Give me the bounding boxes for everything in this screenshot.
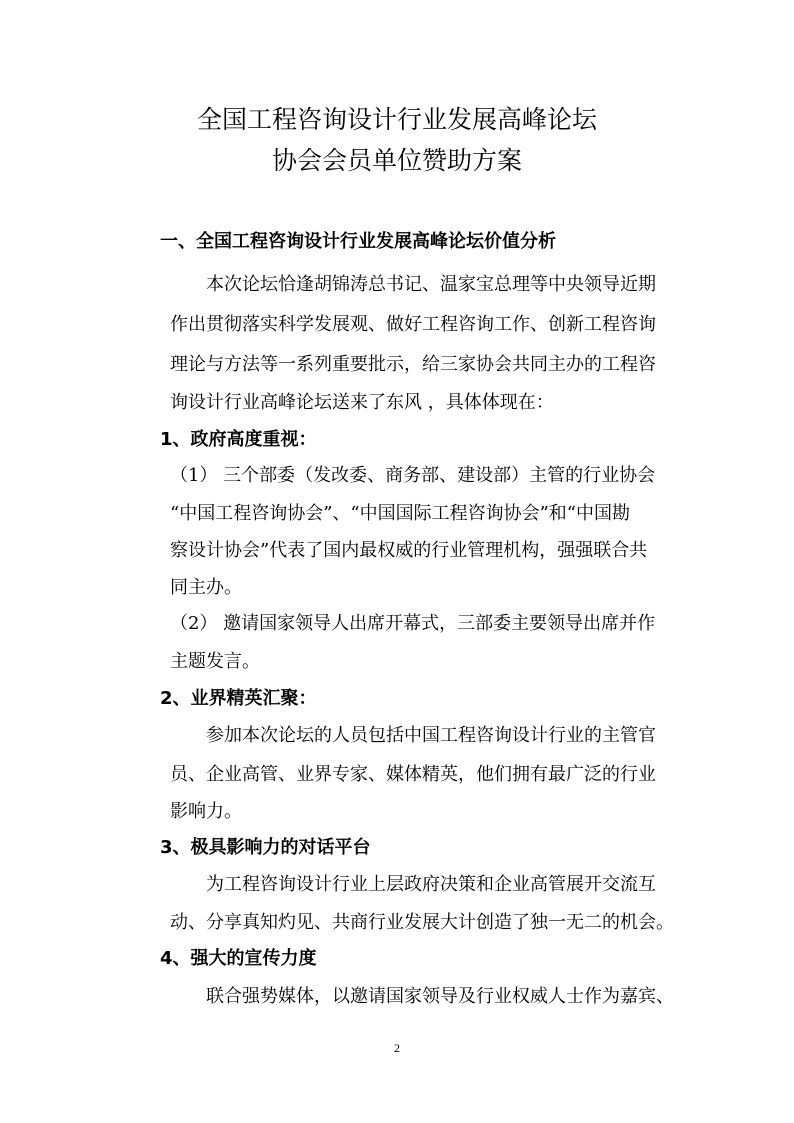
point1-item2-line: 主题发言。 bbox=[170, 651, 260, 672]
point1-item1-line: 察设计协会”代表了国内最权威的行业管理机构，强强联合共 bbox=[170, 540, 648, 561]
point2-body-line: 员、企业高管、业界专家、媒体精英，他们拥有最广泛的行业 bbox=[170, 764, 656, 785]
point2-heading: 2、业界精英汇聚： bbox=[160, 688, 317, 709]
point1-item1-line: 同主办。 bbox=[170, 577, 242, 598]
section1-intro-line: 本次论坛恰逢胡锦涛总书记、温家宝总理等中央领导近期 bbox=[206, 274, 656, 295]
point1-item2-line: （2） 邀请国家领导人出席开幕式，三部委主要领导出席并作 bbox=[170, 613, 656, 634]
point1-item1-line: （1） 三个部委（发改委、商务部、建设部）主管的行业协会 bbox=[170, 465, 656, 486]
section1-intro-line: 理论与方法等一系列重要批示，给三家协会共同主办的工程咨 bbox=[170, 354, 656, 375]
doc-title-line1: 全国工程咨询设计行业发展高峰论坛 bbox=[196, 105, 597, 134]
section1-heading: 一、全国工程咨询设计行业发展高峰论坛价值分析 bbox=[160, 231, 556, 252]
doc-title-line2: 协会会员单位赞助方案 bbox=[271, 146, 522, 175]
point1-heading: 1、政府高度重视： bbox=[160, 429, 317, 450]
section1-intro-line: 作出贯彻落实科学发展观、做好工程咨询工作、创新工程咨询 bbox=[170, 314, 656, 335]
section1-intro-line: 询设计行业高峰论坛送来了东风 ，具体体现在： bbox=[170, 392, 554, 413]
point1-item1-line: “中国工程咨询协会”、“中国国际工程咨询协会”和“中国勘 bbox=[170, 503, 631, 524]
point3-body-line: 为工程咨询设计行业上层政府决策和企业高管展开交流互 bbox=[206, 874, 656, 895]
point2-body-line: 影响力。 bbox=[170, 801, 242, 822]
point3-body-line: 动、分享真知灼见、共商行业发展大计创造了独一无二的机会。 bbox=[170, 912, 674, 933]
point4-heading: 4、强大的宣传力度 bbox=[160, 948, 317, 969]
point2-body-line: 参加本次论坛的人员包括中国工程咨询设计行业的主管官 bbox=[206, 725, 656, 746]
page-number: 2 bbox=[394, 1041, 400, 1055]
point3-heading: 3、极具影响力的对话平台 bbox=[160, 837, 371, 858]
point4-body-line: 联合强势媒体，以邀请国家领导及行业权威人士作为嘉宾、 bbox=[206, 986, 674, 1007]
